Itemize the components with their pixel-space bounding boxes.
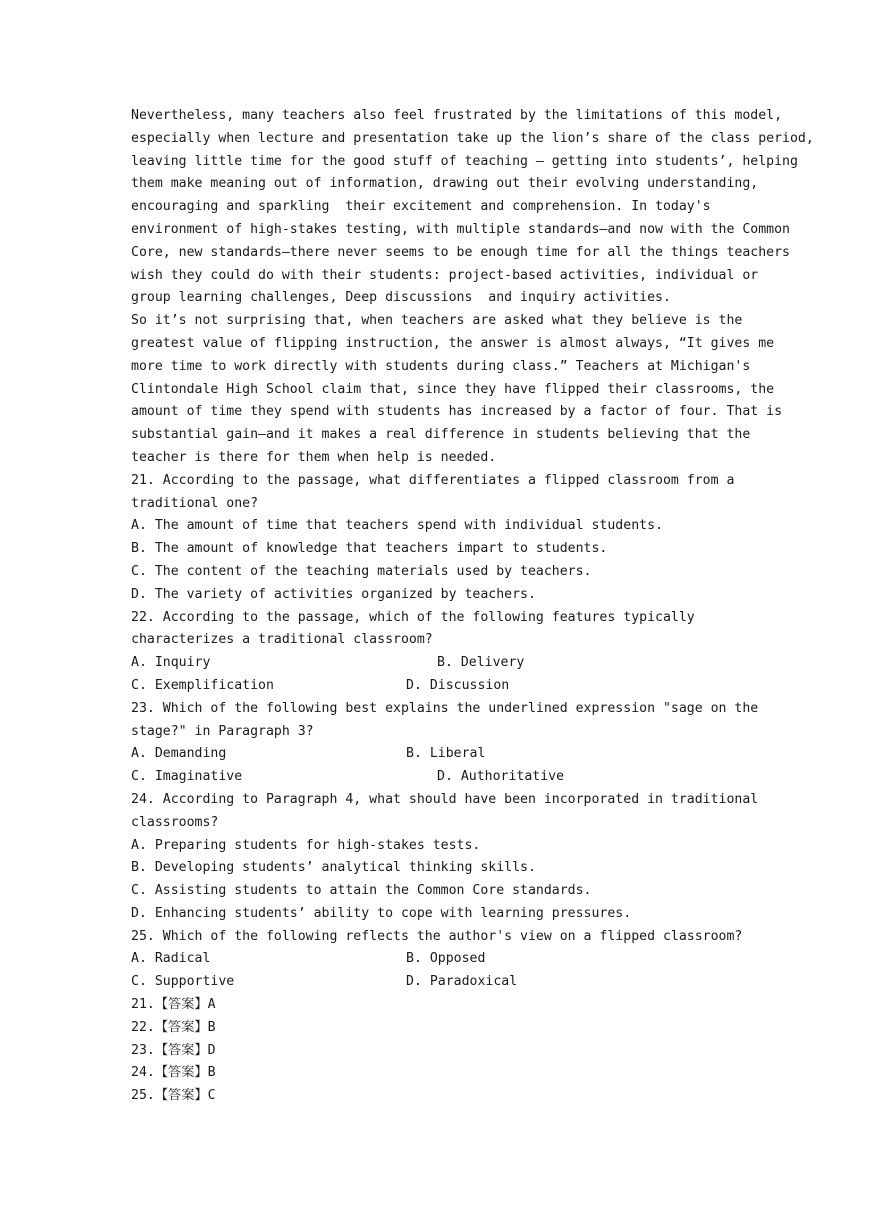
question-stem: 23. Which of the following best explains the underlined expression "sage on the <box>131 700 759 716</box>
question-25 <box>131 926 743 994</box>
question-stem: characterizes a traditional classroom? <box>131 632 433 648</box>
passage-line: especially when lecture and presentation take up the lion’s share of the class period, <box>131 130 814 146</box>
option-d: D. Authoritative <box>437 769 565 785</box>
option-c: C. The content of the teaching materials used by teachers. <box>131 563 592 579</box>
option-b: B. Liberal <box>406 746 486 762</box>
answer-23: 23.【答案】D <box>131 1042 216 1058</box>
passage-line: leaving little time for the good stuff of teaching — getting into students’, helping <box>131 153 798 169</box>
passage-line: Core, new standards—there never seems to be enough time for all the things teachers <box>131 244 790 260</box>
option-c: C. Imaginative <box>131 769 243 785</box>
passage-line: encouraging and sparkling their excitement and comprehension. In today's <box>131 199 711 215</box>
option-b: B. The amount of knowledge that teachers impart to students. <box>131 541 608 557</box>
question-24 <box>131 789 759 926</box>
option-row <box>131 675 743 698</box>
option-c: C. Supportive <box>131 974 235 990</box>
passage-line: substantial gain—and it makes a real difference in students believing that the <box>131 427 751 443</box>
passage-line: Clintondale High School claim that, since they have flipped their classrooms, the <box>131 381 775 397</box>
passage-line: group learning challenges, Deep discussions and inquiry activities. <box>131 290 671 306</box>
option-row <box>131 743 743 766</box>
passage-line: them make meaning out of information, drawing out their evolving understanding, <box>131 176 759 192</box>
option-b: B. Developing students’ analytical thinking skills. <box>131 860 536 876</box>
passage-line: environment of high-stakes testing, with multiple standards—and now with the Common <box>131 221 790 237</box>
option-c: C. Exemplification <box>131 677 274 693</box>
option-a: A. Preparing students for high-stakes tests. <box>131 837 481 853</box>
answer-21: 21.【答案】A <box>131 997 216 1013</box>
option-row <box>131 766 743 789</box>
question-stem: stage?" in Paragraph 3? <box>131 723 314 739</box>
passage-line: So it’s not surprising that, when teachers are asked what they believe is the <box>131 313 743 329</box>
question-stem: 22. According to the passage, which of the following features typically <box>131 609 695 625</box>
option-d: D. Enhancing students’ ability to cope with learning pressures. <box>131 905 632 921</box>
option-row <box>131 948 743 971</box>
option-d: D. Paradoxical <box>406 974 518 990</box>
option-a: A. Demanding <box>131 746 227 762</box>
option-b: B. Delivery <box>437 655 525 671</box>
passage-line: wish they could do with their students: project-based activities, individual or <box>131 267 759 283</box>
option-row <box>131 652 743 675</box>
option-a: A. Inquiry <box>131 655 211 671</box>
answer-22: 22.【答案】B <box>131 1019 216 1035</box>
question-23 <box>131 698 759 789</box>
question-stem: 21. According to the passage, what differentiates a flipped classroom from a <box>131 472 735 488</box>
question-stem: 24. According to Paragraph 4, what should have been incorporated in traditional <box>131 791 759 807</box>
option-a: A. Radical <box>131 951 211 967</box>
answer-key <box>131 994 743 1108</box>
passage <box>131 105 814 470</box>
passage-line: more time to work directly with students during class.” Teachers at Michigan's <box>131 358 751 374</box>
question-stem: classrooms? <box>131 814 219 830</box>
option-b: B. Opposed <box>406 951 486 967</box>
question-stem: traditional one? <box>131 495 259 511</box>
passage-line: greatest value of flipping instruction, the answer is almost always, “It gives me <box>131 335 775 351</box>
passage-line: amount of time they spend with students has increased by a factor of four. That is <box>131 404 783 420</box>
question-21 <box>131 470 743 607</box>
answer-25: 25.【答案】C <box>131 1088 216 1104</box>
question-stem: 25. Which of the following reflects the author's view on a flipped classroom? <box>131 928 743 944</box>
document-content <box>131 105 814 1108</box>
answer-24: 24.【答案】B <box>131 1065 216 1081</box>
question-22 <box>131 607 743 698</box>
option-a: A. The amount of time that teachers spend with individual students. <box>131 518 663 534</box>
passage-line: Nevertheless, many teachers also feel frustrated by the limitations of this model, <box>131 108 783 123</box>
passage-line: teacher is there for them when help is needed. <box>131 449 497 465</box>
option-d: D. Discussion <box>406 677 510 693</box>
option-row <box>131 971 743 994</box>
option-c: C. Assisting students to attain the Common Core standards. <box>131 883 592 899</box>
option-d: D. The variety of activities organized by teachers. <box>131 586 536 602</box>
